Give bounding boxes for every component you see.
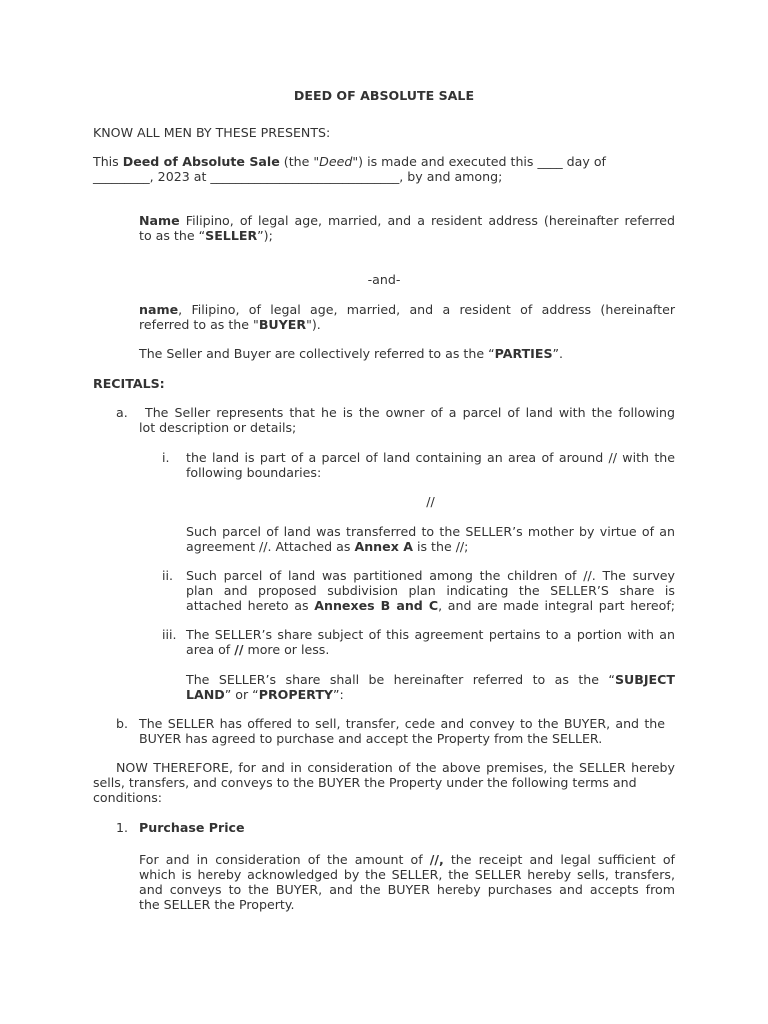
recital-iii-line-2: area of // more or less.: [186, 642, 330, 657]
recital-ii-line-1: Such parcel of land was partitioned among the children of //. The survey: [186, 568, 675, 583]
recital-i-line-2: following boundaries:: [186, 465, 322, 480]
section-1-marker: 1.: [116, 820, 129, 835]
now-therefore-line-1: NOW THEREFORE, for and in consideration of the above premises, the SELLER hereby: [116, 760, 675, 775]
recital-i-p2-line-2: agreement //. Attached as Annex A is the //;: [186, 539, 469, 554]
recital-b-line-2: BUYER has agreed to purchase and accept the Property from the SELLER.: [139, 731, 603, 746]
section-1-line-1: For and in consideration of the amount of //, the receipt and legal sufficient of: [139, 852, 675, 867]
section-1-heading: Purchase Price: [139, 820, 245, 835]
recital-ii-line-2: plan and proposed subdivision plan indicating the SELLER’S share is: [186, 583, 675, 598]
document-title: DEED OF ABSOLUTE SALE: [293, 88, 475, 103]
recital-iii-marker: iii.: [162, 627, 177, 642]
seller-clause-line-2: to as the “SELLER”);: [139, 228, 273, 243]
recital-a-marker: a.: [116, 405, 128, 420]
parties-clause: The Seller and Buyer are collectively referred to as the “PARTIES”.: [139, 346, 564, 361]
buyer-clause-line-2: referred to as the "BUYER").: [139, 317, 321, 332]
intro-paragraph-line-1: This Deed of Absolute Sale (the "Deed") is made and executed this ____ day of: [93, 154, 606, 169]
recital-ii-marker: ii.: [162, 568, 174, 583]
seller-clause-line-1: Name Filipino, of legal age, married, and a resident address (hereinafter referred: [139, 213, 675, 228]
recital-ii-line-3: attached hereto as Annexes B and C, and are made integral part hereof;: [186, 598, 675, 613]
recital-i-placeholder: //: [426, 494, 435, 509]
intro-paragraph-line-2: _________, 2023 at ______________________________, by and among;: [93, 169, 503, 184]
recitals-heading: RECITALS:: [93, 376, 165, 391]
section-1-line-3: and conveys to the BUYER, and the BUYER hereby purchases and accepts from: [139, 882, 675, 897]
and-separator: -and-: [367, 272, 401, 287]
now-therefore-line-3: conditions:: [93, 790, 163, 805]
recital-i-line-1: the land is part of a parcel of land containing an area of around // with the: [186, 450, 675, 465]
recital-iii-line-1: The SELLER’s share subject of this agreement pertains to a portion with an: [186, 627, 675, 642]
recital-iii-p2-line-2: LAND” or “PROPERTY”:: [186, 687, 344, 702]
buyer-clause-line-1: name, Filipino, of legal age, married, and a resident of address (hereinafter: [139, 302, 675, 317]
section-1-line-2: which is hereby acknowledged by the SELLER, the SELLER hereby sells, transfers,: [139, 867, 675, 882]
recital-b-line-1: The SELLER has offered to sell, transfer, cede and convey to the BUYER, and the: [139, 716, 665, 731]
section-1-line-4: the SELLER the Property.: [139, 897, 295, 912]
know-all-men-line: KNOW ALL MEN BY THESE PRESENTS:: [93, 125, 331, 140]
recital-i-p2-line-1: Such parcel of land was transferred to the SELLER’s mother by virtue of an: [186, 524, 675, 539]
recital-a-line-1: The Seller represents that he is the owner of a parcel of land with the following: [145, 405, 675, 420]
recital-a-line-2: lot description or details;: [139, 420, 297, 435]
recital-iii-p2-line-1: The SELLER’s share shall be hereinafter referred to as the “SUBJECT: [186, 672, 675, 687]
recital-b-marker: b.: [116, 716, 128, 731]
recital-i-marker: i.: [162, 450, 170, 465]
now-therefore-line-2: sells, transfers, and conveys to the BUYER the Property under the following terms and: [93, 775, 637, 790]
